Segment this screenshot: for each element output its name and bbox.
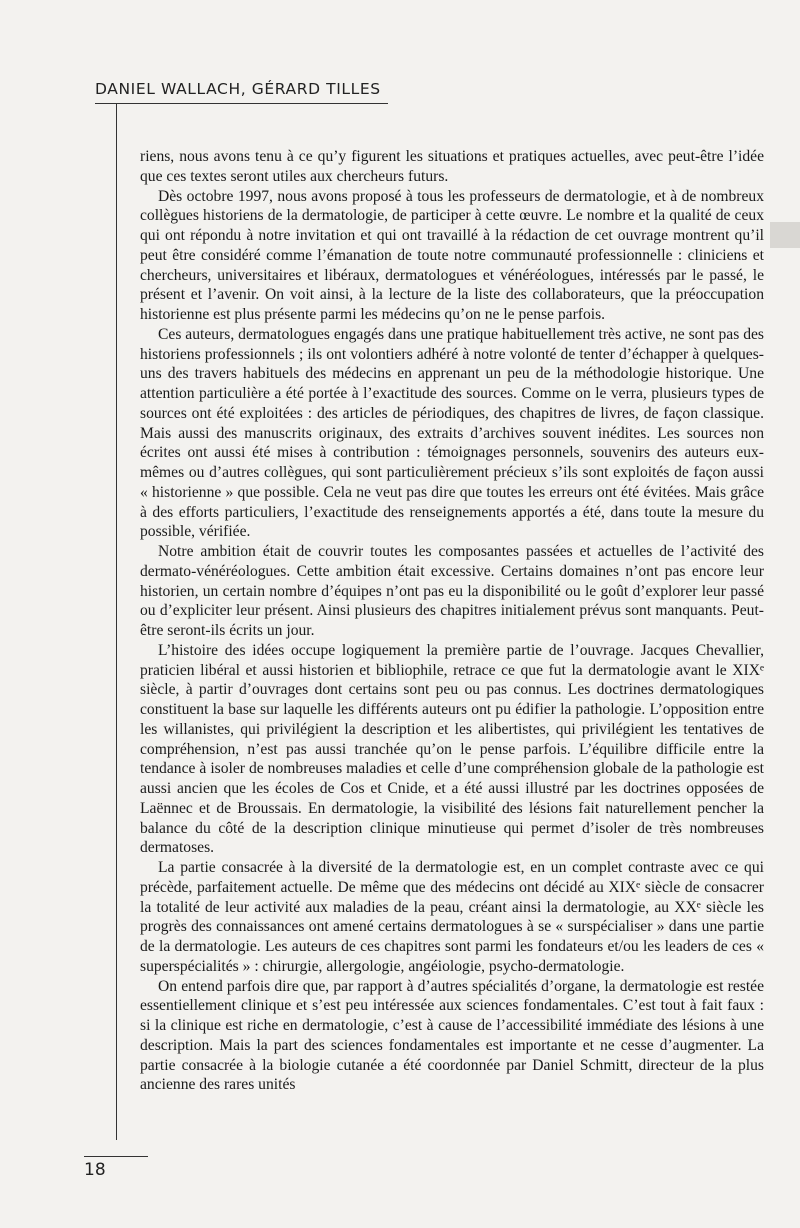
- paragraph: Ces auteurs, dermatologues engagés dans une pratique habituellement très active, ne sont pas des historiens professionnels ; ils ont volontiers adhéré à notre volonté de tenter d’échapper à quelques-uns des travers habituels des médecins en apprenant un peu de la méthodologie historique. Une attention particulière a été portée à l’exactitude des sources. Comme on le verra, plusieurs types de sources ont été exploitées : des articles de périodiques, des chapitres de livres, de façon classique. Mais aussi des manuscrits originaux, des extraits d’archives souvent inédites. Les sources non écrites ont aussi été mises à contribution : témoignages personnels, souvenirs des auteurs eux-mêmes ou d’autres collègues, qui sont particulièrement précieux s’ils sont exploités de façon aussi « historienne » que possible. Cela ne veut pas dire que toutes les erreurs ont été évitées. Mais grâce à des efforts particuliers, l’exactitude des renseignements apportés a été, dans toute la mesure du possible, vérifiée.: [140, 325, 764, 541]
- paragraph: Dès octobre 1997, nous avons proposé à tous les professeurs de dermatologie, et à de nombreux collègues historiens de la dermatologie, de participer à cette œuvre. Le nombre et la qualité de ceux qui ont répondu à notre invitation et qui ont travaillé à la rédaction de cet ouvrage montrent qu’il peut être considéré comme l’émanation de toute notre communauté professionnelle : cliniciens et chercheurs, universitaires et libéraux, dermatologues et vénéréologues, intéressés par le passé, le présent et l’avenir. On voit ainsi, à la lecture de la liste des collaborateurs, que la préoccupation historienne est plus présente parmi les médecins qu’on ne le pense parfois.: [140, 187, 764, 323]
- paragraph: riens, nous avons tenu à ce qu’y figurent les situations et pratiques actuelles, avec peut-être l’idée que ces textes seront utiles aux chercheurs futurs.: [140, 148, 764, 185]
- bleed-through-shade: [770, 222, 800, 248]
- paragraph: L’histoire des idées occupe logiquement la première partie de l’ouvrage. Jacques Chevallier, praticien libéral et aussi historien et bibliophile, retrace ce que fut la dermatologie avant le XIXᵉ siècle, à partir d’ouvrages dont certains sont peu ou pas connus. Les doctrines dermatologiques constituent la base sur laquelle les différents auteurs ont pu édifier la pathologie. L’opposition entre les willanistes, qui privilégient la description et les alibertistes, qui privilégient les tentatives de compréhension, n’est pas aussi tranchée qu’on le pense parfois. L’équilibre difficile entre la tendance à isoler de nombreuses maladies et celle d’une compréhension globale de la pathologie est aussi ancien que les écoles de Cos et Cnide, et a été aussi illustré par les doctrines opposées de Laënnec et de Broussais. En dermatologie, la visibilité des lésions fait naturellement pencher la balance du côté de la description clinique minutieuse qui permet d’isoler de très nombreuses dermatoses.: [140, 641, 764, 857]
- footer-rule: [84, 1156, 148, 1157]
- paragraph: La partie consacrée à la diversité de la dermatologie est, en un complet contraste avec ce qui précède, parfaitement actuelle. De même que des médecins ont décidé au XIXᵉ siècle de consacrer la totalité de leur activité aux maladies de la peau, créant ainsi la dermatologie, au XXᵉ siècle les progrès des connaissances ont amené certains dermatologues à se « surspécialiser » dans une partie de la dermatologie. Les auteurs de ces chapitres sont parmi les fondateurs et/ou les leaders de ces « superspécialités » : chirurgie, allergologie, angéiologie, psycho-dermatologie.: [140, 859, 764, 975]
- header-rule: [95, 103, 388, 104]
- page-number: 18: [84, 1160, 106, 1180]
- margin-rule: [116, 103, 117, 1140]
- body-text: [140, 147, 764, 1095]
- paragraph: On entend parfois dire que, par rapport à d’autres spécialités d’organe, la dermatologie est restée essentiellement clinique et s’est peu intéressée aux sciences fondamentales. C’est tout à fait faux : si la clinique est riche en dermatologie, c’est à cause de l’accessibilité immédiate des lésions à une description. Mais la part des sciences fondamentales est importante et ne cesse d’augmenter. La partie consacrée à la biologie cutanée a été coordonnée par Daniel Schmitt, directeur de la plus ancienne des rares unités: [140, 977, 764, 1094]
- running-head-authors: DANIEL WALLACH, GÉRARD TILLES: [95, 80, 381, 98]
- paragraph: Notre ambition était de couvrir toutes les composantes passées et actuelles de l’activité des dermato-vénéréologues. Cette ambition était excessive. Certains domaines n’ont pas encore leur historien, un certain nombre d’équipes n’ont pas eu la disponibilité ou le goût d’explorer leur passé ou d’expliciter leur présent. Ainsi plusieurs des chapitres initialement prévus sont manquants. Peut-être seront-ils écrits un jour.: [140, 543, 764, 639]
